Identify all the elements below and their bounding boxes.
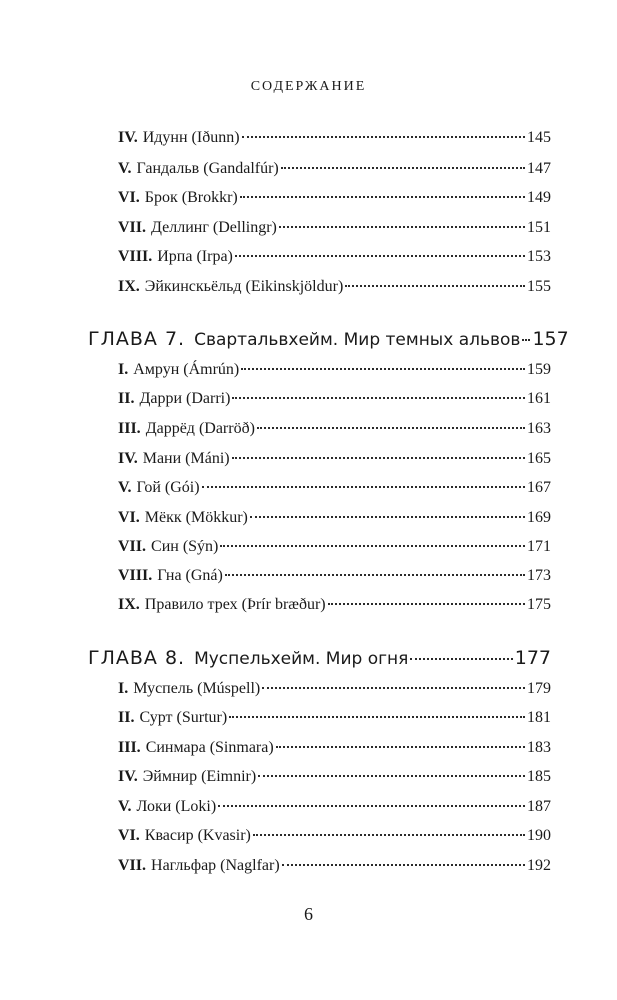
toc-entry[interactable]: [118, 246, 551, 268]
entry-page: 147: [527, 160, 551, 177]
entry-page: 153: [527, 248, 551, 265]
toc-entry[interactable]: [118, 737, 551, 759]
entry-page: 171: [527, 538, 551, 555]
entry-page: 145: [527, 129, 551, 146]
leader-dots: [232, 456, 525, 459]
toc-entry[interactable]: [118, 448, 551, 470]
entry-number: III.: [118, 420, 141, 437]
leader-dots: [218, 804, 525, 807]
leader-dots: [282, 863, 525, 866]
chapter-7-heading[interactable]: [88, 324, 569, 354]
chapter-page: 177: [514, 647, 551, 669]
toc-entry[interactable]: [118, 825, 551, 847]
toc-entry[interactable]: [118, 477, 551, 499]
toc-entry[interactable]: [118, 127, 551, 149]
leader-dots: [522, 338, 530, 341]
chapter-label: ГЛАВА 7.: [88, 328, 186, 350]
entry-page: 187: [527, 798, 551, 815]
entry-title: Брок (Brokkr): [144, 189, 238, 206]
entry-number: VII.: [118, 219, 147, 236]
entry-page: 192: [527, 857, 551, 874]
entry-number: V.: [118, 479, 132, 496]
entry-title: Гна (Gná): [157, 567, 223, 584]
entry-page: 179: [527, 680, 551, 697]
chapter-8-heading[interactable]: [88, 643, 551, 673]
entry-page: 161: [527, 390, 551, 407]
entry-number: II.: [118, 390, 135, 407]
entry-page: 175: [527, 596, 551, 613]
toc-entry[interactable]: [118, 796, 551, 818]
leader-dots: [225, 573, 525, 576]
leader-dots: [241, 367, 525, 370]
leader-dots: [253, 833, 525, 836]
entry-title: Правило трех (Þrír bræður): [144, 596, 326, 613]
leader-dots: [235, 254, 525, 257]
leader-dots: [229, 715, 525, 718]
entry-title: Синмара (Sinmara): [145, 739, 274, 756]
toc-entry[interactable]: [118, 855, 551, 877]
entry-number: IV.: [118, 450, 138, 467]
leader-dots: [242, 135, 525, 138]
entry-number: VI.: [118, 189, 140, 206]
entry-title: Сурт (Surtur): [139, 709, 228, 726]
entry-number: VIII.: [118, 567, 153, 584]
entry-page: 149: [527, 189, 551, 206]
entry-number: VI.: [118, 827, 140, 844]
leader-dots: [279, 225, 525, 228]
leader-dots: [276, 745, 525, 748]
entry-title: Квасир (Kvasir): [144, 827, 251, 844]
entry-title: Гой (Gói): [136, 479, 200, 496]
leader-dots: [410, 657, 512, 660]
leader-dots: [232, 396, 525, 399]
leader-dots: [240, 195, 525, 198]
entry-page: 151: [527, 219, 551, 236]
leader-dots: [258, 774, 525, 777]
entry-number: IX.: [118, 596, 140, 613]
entry-number: II.: [118, 709, 135, 726]
running-head: СОДЕРЖАНИЕ: [250, 79, 367, 94]
toc-entry[interactable]: [118, 594, 551, 616]
entry-number: I.: [118, 361, 129, 378]
entry-page: 169: [527, 509, 551, 526]
entry-number: VIII.: [118, 248, 153, 265]
chapter-title: Свартальвхейм. Мир темных альвов: [194, 330, 521, 350]
entry-title: Дарри (Darri): [139, 390, 231, 407]
entry-page: 183: [527, 739, 551, 756]
toc-entry[interactable]: [118, 158, 551, 180]
entry-number: V.: [118, 798, 132, 815]
entry-title: Мани (Máni): [142, 450, 230, 467]
entry-number: VI.: [118, 509, 140, 526]
toc-entry[interactable]: [118, 507, 551, 529]
entry-page: 165: [527, 450, 551, 467]
entry-number: VII.: [118, 538, 147, 555]
entry-number: V.: [118, 160, 132, 177]
entry-number: III.: [118, 739, 141, 756]
leader-dots: [281, 166, 525, 169]
entry-number: IV.: [118, 129, 138, 146]
leader-dots: [257, 426, 525, 429]
entry-page: 190: [527, 827, 551, 844]
leader-dots: [220, 544, 525, 547]
entry-number: I.: [118, 680, 129, 697]
entry-title: Муспель (Múspell): [133, 680, 261, 697]
entry-number: IV.: [118, 768, 138, 785]
entry-title: Деллинг (Dellingr): [151, 219, 277, 236]
entry-page: 167: [527, 479, 551, 496]
toc-entry[interactable]: [118, 565, 551, 587]
toc-entry[interactable]: [118, 187, 551, 209]
entry-title: Эйкинскьёльд (Eikinskjöldur): [144, 278, 344, 295]
leader-dots: [345, 284, 525, 287]
entry-title: Даррёд (Darröð): [145, 420, 255, 437]
entry-title: Эймнир (Eimnir): [142, 768, 257, 785]
entry-title: Мёкк (Mökkur): [144, 509, 248, 526]
toc-entry[interactable]: [118, 536, 551, 558]
chapter-title: Муспельхейм. Мир огня: [194, 649, 409, 669]
entry-page: 155: [527, 278, 551, 295]
chapter-page: 157: [532, 328, 569, 350]
leader-dots: [328, 602, 525, 605]
entry-page: 159: [527, 361, 551, 378]
page-number: 6: [304, 904, 313, 924]
toc-entry[interactable]: [118, 388, 551, 410]
leader-dots: [250, 515, 525, 518]
entry-page: 173: [527, 567, 551, 584]
entry-page: 163: [527, 420, 551, 437]
entry-title: Амрун (Ámrún): [133, 361, 240, 378]
toc-entry[interactable]: [118, 766, 551, 788]
leader-dots: [262, 686, 525, 689]
chapter-label: ГЛАВА 8.: [88, 647, 186, 669]
toc-entry[interactable]: [118, 678, 551, 700]
entry-page: 181: [527, 709, 551, 726]
toc-entry[interactable]: [118, 418, 551, 440]
entry-title: Гандальв (Gandalfúr): [136, 160, 279, 177]
entry-number: VII.: [118, 857, 147, 874]
entry-title: Син (Sýn): [151, 538, 219, 555]
entry-number: IX.: [118, 278, 140, 295]
entry-title: Локи (Loki): [136, 798, 217, 815]
entry-title: Нагльфар (Naglfar): [151, 857, 280, 874]
toc-entry[interactable]: [118, 707, 551, 729]
toc-entry[interactable]: [118, 276, 551, 298]
entry-title: Ирпа (Irpa): [157, 248, 233, 265]
entry-title: Идунн (Iðunn): [142, 129, 240, 146]
toc-entry[interactable]: [118, 217, 551, 239]
leader-dots: [202, 485, 525, 488]
entry-page: 185: [527, 768, 551, 785]
toc-entry[interactable]: [118, 359, 551, 381]
